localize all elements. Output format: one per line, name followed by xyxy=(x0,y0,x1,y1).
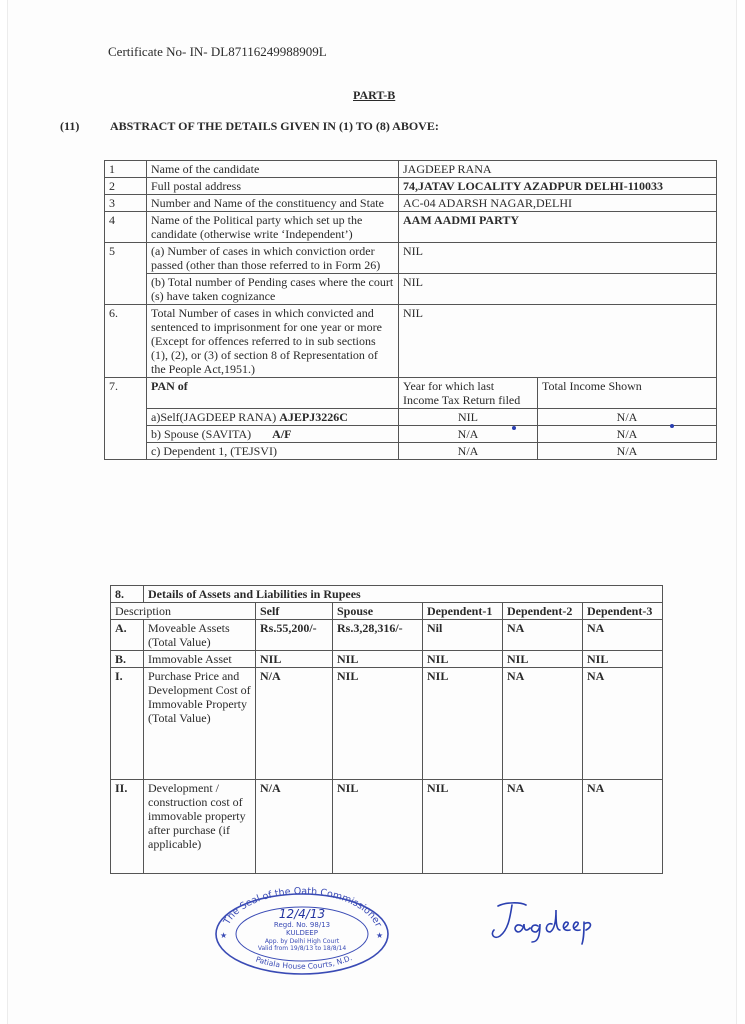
column-header: Spouse xyxy=(333,603,423,620)
cell-self: NIL xyxy=(256,651,333,668)
row-value: NIL xyxy=(399,243,717,274)
row-value: N/A xyxy=(399,426,538,443)
row-label: Number and Name of the constituency and State xyxy=(147,195,399,212)
row-value: NIL xyxy=(399,305,717,378)
row-number: 5 xyxy=(105,243,147,305)
cell-dep2: NA xyxy=(503,668,583,780)
row-label: Name of the Political party which set up the candidate (otherwise write ‘Independent’) xyxy=(147,212,399,243)
row-label: c) Dependent 1, (TEJSVI) xyxy=(147,443,399,460)
cell-dep1: NIL xyxy=(423,651,503,668)
row-label: Name of the candidate xyxy=(147,161,399,178)
cell-self: Rs.55,200/- xyxy=(256,620,333,651)
row-value: JAGDEEP RANA xyxy=(399,161,717,178)
row-label xyxy=(147,426,399,443)
row-number: 2 xyxy=(105,178,147,195)
row-number: 4 xyxy=(105,212,147,243)
row-value: 74,JATAV LOCALITY AZADPUR DELHI-110033 xyxy=(399,178,717,195)
cell-dep1: Nil xyxy=(423,620,503,651)
seal-regd: Regd. No. 98/13 xyxy=(273,921,331,929)
row-label xyxy=(147,409,399,426)
row-value: N/A xyxy=(399,443,538,460)
table-row xyxy=(111,651,663,668)
row-value: NIL xyxy=(399,274,717,305)
cell-dep3: NIL xyxy=(583,651,663,668)
seal-ring-text: The Seal of the Oath Commissioner xyxy=(221,885,384,929)
seal-bottom-text: Patiala House Courts, N.D. xyxy=(254,953,354,971)
row-value: N/A xyxy=(538,409,717,426)
table-row xyxy=(105,161,717,178)
abstract-table xyxy=(104,160,717,460)
seal-name: KULDEEP xyxy=(286,929,318,937)
assets-title: Details of Assets and Liabilities in Rupees xyxy=(144,586,663,603)
column-header: Dependent-1 xyxy=(423,603,503,620)
table-row xyxy=(111,620,663,651)
cell-dep3: NA xyxy=(583,620,663,651)
table-row xyxy=(105,178,717,195)
row-number: 1 xyxy=(105,161,147,178)
row-code: A. xyxy=(111,620,144,651)
row-value: N/A xyxy=(538,426,717,443)
row-label: Development / construction cost of immovable property after purchase (if applicable) xyxy=(144,780,256,874)
cell-dep3: NA xyxy=(583,668,663,780)
seal-date: 12/4/13 xyxy=(278,907,326,921)
row-value: AAM AADMI PARTY xyxy=(399,212,717,243)
row-label: (a) Number of cases in which conviction order passed (other than those referred to in Form 26) xyxy=(147,243,399,274)
table-row xyxy=(105,212,717,243)
table-row xyxy=(111,780,663,874)
table-row xyxy=(105,409,717,426)
pan-number: AJEPJ3226C xyxy=(279,410,348,424)
section-title: ABSTRACT OF THE DETAILS GIVEN IN (1) TO (8) ABOVE: xyxy=(110,119,439,133)
table-header-row xyxy=(111,603,663,620)
oath-commissioner-seal xyxy=(212,884,392,976)
pan-number: A/F xyxy=(272,427,292,441)
row-code: B. xyxy=(111,651,144,668)
assets-table xyxy=(110,585,663,874)
column-header-year: Year for which last Income Tax Return filed xyxy=(399,378,538,409)
cell-dep2: NA xyxy=(503,780,583,874)
row-number: 6. xyxy=(105,305,147,378)
seal-appointed: App. by Delhi High Court xyxy=(264,938,340,945)
ink-dot xyxy=(512,426,516,430)
row-number: 3 xyxy=(105,195,147,212)
column-header: Dependent-2 xyxy=(503,603,583,620)
column-header: Dependent-3 xyxy=(583,603,663,620)
row-label: Purchase Price and Development Cost of Immovable Property (Total Value) xyxy=(144,668,256,780)
table-row xyxy=(111,586,663,603)
row-label: Moveable Assets (Total Value) xyxy=(144,620,256,651)
cell-dep1: NIL xyxy=(423,668,503,780)
cell-dep1: NIL xyxy=(423,780,503,874)
row-label: Immovable Asset xyxy=(144,651,256,668)
row-label: (b) Total number of Pending cases where the court (s) have taken cognizance xyxy=(147,274,399,305)
assets-number: 8. xyxy=(111,586,144,603)
row-code: II. xyxy=(111,780,144,874)
cell-dep3: NA xyxy=(583,780,663,874)
ink-dot xyxy=(670,424,674,428)
table-row xyxy=(105,443,717,460)
seal-valid: Valid from 19/8/13 to 18/8/14 xyxy=(257,945,347,952)
table-row xyxy=(105,274,717,305)
row-value: AC-04 ADARSH NAGAR,DELHI xyxy=(399,195,717,212)
cell-dep2: NA xyxy=(503,620,583,651)
cell-dep2: NIL xyxy=(503,651,583,668)
cell-spouse: NIL xyxy=(333,780,423,874)
table-row xyxy=(105,426,717,443)
row-label: Full postal address xyxy=(147,178,399,195)
seal-star-icon: ★ xyxy=(220,931,228,940)
cell-spouse: NIL xyxy=(333,668,423,780)
row-label: PAN of xyxy=(147,378,399,409)
svg-text:Patiala House Courts, N.D. xyxy=(255,953,354,971)
cell-spouse: Rs.3,28,316/- xyxy=(333,620,423,651)
certificate-number: Certificate No- IN- DL87116249988909L xyxy=(108,44,327,59)
pan-holder: a)Self(JAGDEEP RANA) xyxy=(151,410,277,424)
cell-self: N/A xyxy=(256,668,333,780)
row-label: Total Number of cases in which convicted and sentenced to imprisonment for one year or more (Except for offences referred to in sub sections (1), (2), or (3) of section 8 of Representation of the People Act,1951.) xyxy=(147,305,399,378)
column-header: Description xyxy=(111,603,256,620)
row-code: I. xyxy=(111,668,144,780)
pan-holder: b) Spouse (SAVITA) xyxy=(151,427,252,441)
signature xyxy=(486,896,596,946)
cell-spouse: NIL xyxy=(333,651,423,668)
column-header-income: Total Income Shown xyxy=(538,378,717,409)
part-heading: PART-B xyxy=(353,88,396,102)
seal-star-icon: ★ xyxy=(376,931,384,940)
cell-self: N/A xyxy=(256,780,333,874)
table-row xyxy=(105,378,717,409)
table-row xyxy=(105,305,717,378)
table-row xyxy=(105,195,717,212)
column-header: Self xyxy=(256,603,333,620)
document-page xyxy=(8,0,736,1024)
table-row xyxy=(105,243,717,274)
row-number: 7. xyxy=(105,378,147,460)
section-number: (11) xyxy=(60,119,80,133)
table-row xyxy=(111,668,663,780)
row-value: N/A xyxy=(538,443,717,460)
row-value: NIL xyxy=(399,409,538,426)
